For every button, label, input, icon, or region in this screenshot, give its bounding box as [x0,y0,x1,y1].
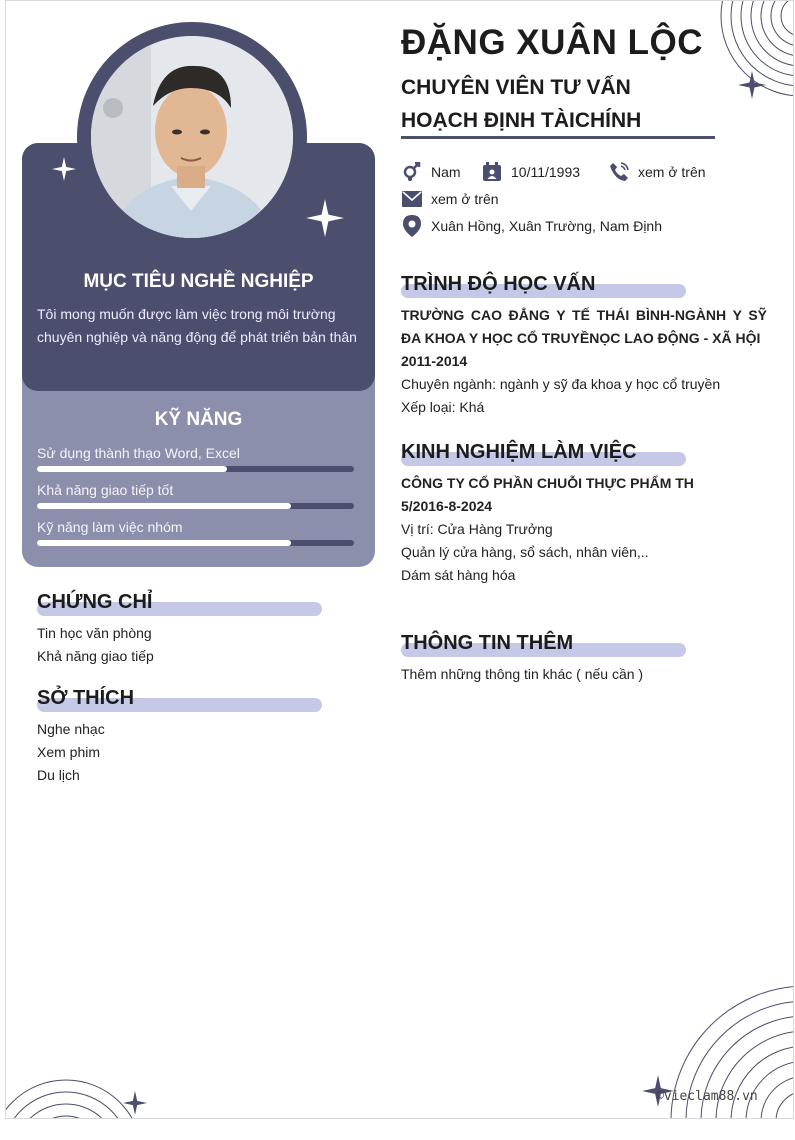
address-value: Xuân Hồng, Xuân Trường, Nam Định [431,218,663,234]
skill-bar [37,540,354,546]
experience-duty: Dám sát hàng hóa [401,567,516,583]
objective-text: Tôi mong muốn được làm việc trong môi trường chuyên nghiệp và năng động để phát triển bản thân [37,306,357,345]
education-title: TRÌNH ĐỘ HỌC VẤN [401,273,596,295]
education-school: TRƯỜNG CAO ĐẲNG Y TẾ THÁI BÌNH-NGÀNH Y SỸ ĐA KHOA Y HỌC CỔ TRUYỀNỌC LAO ĐỘNG - XÃ HỘI [401,307,767,346]
experience-duty: Quản lý cửa hàng, sổ sách, nhân viên,.. [401,544,649,560]
skill-label: Sử dụng thành thạo Word, Excel [37,445,240,461]
birthday-value: 10/11/1993 [511,164,581,180]
phone-value: xem ở trên [638,164,706,180]
list-item: Xem phim [37,744,101,760]
skill-item [37,517,354,546]
objective-title: MỤC TIÊU NGHỀ NGHIỆP [83,271,314,292]
mail-icon [401,188,423,210]
certificates-list [37,622,154,668]
list-item: Khả năng giao tiếp [37,648,154,664]
candidate-name: ĐẶNG XUÂN LỘC [401,23,704,62]
education-major: Chuyên ngành: ngành y sỹ đa khoa y học cổ truyền [401,376,721,392]
calendar-icon [481,161,503,183]
skill-bar-fill [37,540,291,546]
job-title-line1: CHUYÊN VIÊN TƯ VẤN [401,76,631,99]
education-period: 2011-2014 [401,353,468,369]
sparkle-icon [123,1091,147,1119]
address-row [401,215,662,237]
skills-title: KỸ NĂNG [154,409,243,430]
title-divider [401,136,715,139]
skill-bar-fill [37,466,227,472]
sparkle-icon [738,71,766,104]
list-item: Tin học văn phòng [37,625,152,641]
extra-info-text: Thêm những thông tin khác ( nếu cần ) [401,666,644,682]
sparkle-icon [306,199,344,242]
phone-icon [608,161,630,183]
skill-label: Kỹ năng làm việc nhóm [37,519,183,535]
gender-value: Nam [431,164,461,180]
cv-page [5,0,794,1119]
sparkle-icon [52,157,76,186]
skill-item [37,443,354,472]
watermark: ©vieclam88.vn [656,1089,758,1104]
phone-row [608,161,706,183]
list-item: Nghe nhạc [37,721,105,737]
email-row [401,188,499,210]
skill-bar [37,503,354,509]
location-pin-icon [401,215,423,237]
experience-title: KINH NGHIỆM LÀM VIỆC [401,441,637,463]
email-value: xem ở trên [431,191,499,207]
skill-item [37,480,354,509]
list-item: Du lịch [37,767,80,783]
birthday-row [481,161,580,183]
job-title-line2: HOẠCH ĐỊNH TÀICHÍNH [401,109,642,132]
gender-row [401,161,461,183]
skill-bar-fill [37,503,291,509]
skill-label: Khả năng giao tiếp tốt [37,482,174,498]
experience-period: 5/2016-8-2024 [401,498,493,514]
education-rank: Xếp loại: Khá [401,399,485,415]
certificates-title: CHỨNG CHỈ [37,591,153,613]
hobbies-list [37,718,105,787]
extra-info-title: THÔNG TIN THÊM [401,632,574,654]
experience-position: Vị trí: Cửa Hàng Trưởng [401,521,553,537]
skill-bar [37,466,354,472]
hobbies-title: SỞ THÍCH [37,687,135,709]
experience-company: CÔNG TY CỔ PHẦN CHUỖI THỰC PHẨM TH [401,475,694,491]
gender-icon [401,161,423,183]
avatar [91,36,293,238]
